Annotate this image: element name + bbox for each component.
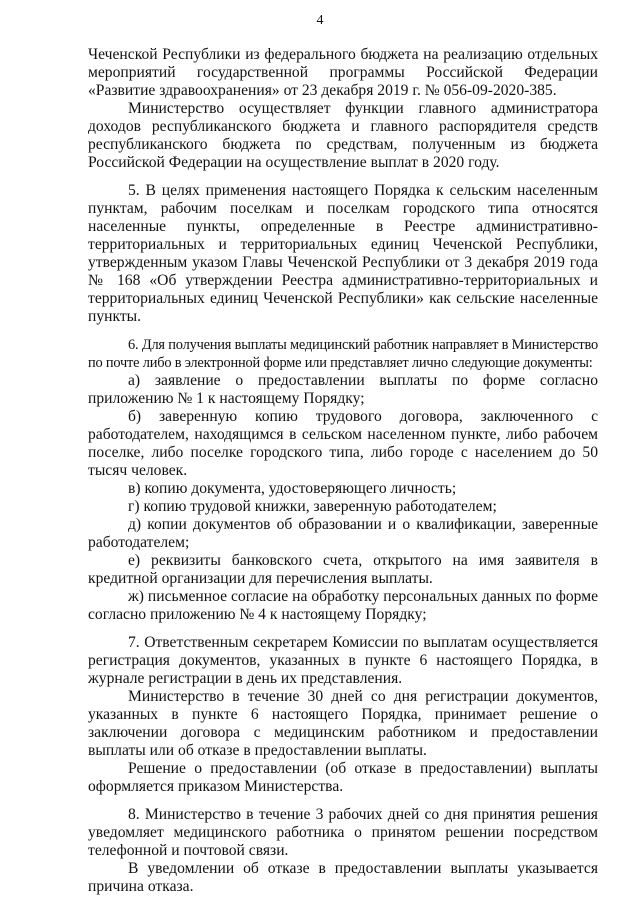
paragraph-refusal-reason: В уведомлении об отказе в предоставлении выплаты указывается причина отказа. (88, 860, 598, 895)
document-body (88, 46, 598, 896)
paragraph-ministry-functions: Министерство осуществляет функции главного администратора доходов республиканского бюджета и главного распорядителя средств республиканского бюджета по средствам, полученным из бюджета Российской Федерации на осуществление выплат в 2020 году. (88, 100, 598, 171)
list-item-b: б) заверенную копию трудового договора, заключенного с работодателем, находящимся в сельском населенном пункте, либо рабочем поселке, либо поселке городского типа, либо городе с населением до 50 тысяч человек. (88, 408, 598, 479)
paragraph-decision-term: Министерство в течение 30 дней со дня регистрации документов, указанных в пункте 6 настоящего Порядка, принимает решение о заключении договора с медицинским работником и предоставлении выплаты или об отказе в предоставлении выплаты. (88, 688, 598, 759)
paragraph-item-5: 5. В целях применения настоящего Порядка к сельским населенным пунктам, рабочим поселкам и поселкам городского типа относятся населенные пункты, определенные в Реестре административно-территориальных и территориальных единиц Чеченской Республики, утвержденным указом Главы Чеченской Республики от 3 декабря 2019 года № 168 «Об утверждении Реестра административно-территориальных и территориальных единиц Чеченской Республики» как сельские населенные пункты. (88, 182, 598, 325)
list-item-e: е) реквизиты банковского счета, открытого на имя заявителя в кредитной организации для перечисления выплаты. (88, 552, 598, 587)
list-item-g: г) копию трудовой книжки, заверенную работодателем; (128, 498, 497, 515)
list-item-v: в) копию документа, удостоверяющего личность; (128, 480, 457, 497)
list-item-a: а) заявление о предоставлении выплаты по форме согласно приложению № 1 к настоящему Порядку; (88, 372, 598, 407)
paragraph-item-7: 7. Ответственным секретарем Комиссии по выплатам осуществляется регистрация документов, указанных в пункте 6 настоящего Порядка, в журнале регистрации в день их представления. (88, 634, 598, 687)
paragraph-continuation: Чеченской Республики из федерального бюджета на реализацию отдельных мероприятий государственной программы Российской Федерации «Развитие здравоохранения» от 23 декабря 2019 г. № 056-09-2020-385. (88, 46, 598, 99)
list-item-zh: ж) письменное согласие на обработку персональных данных по форме согласно приложению № 4 к настоящему Порядку; (88, 588, 598, 623)
paragraph-decision-order: Решение о предоставлении (об отказе в предоставлении) выплаты оформляется приказом Министерства. (88, 760, 598, 795)
paragraph-item-6: 6. Для получения выплаты медицинский работник направляет в Министерство по почте либо в электронной форме или представляет лично следующие документы: (88, 337, 598, 371)
page-number: 4 (316, 13, 324, 28)
list-item-d: д) копии документов об образовании и о квалификации, заверенные работодателем; (88, 516, 598, 551)
paragraph-item-8: 8. Министерство в течение 3 рабочих дней со дня принятия решения уведомляет медицинского работника о принятом решении посредством телефонной и почтовой связи. (88, 806, 598, 859)
